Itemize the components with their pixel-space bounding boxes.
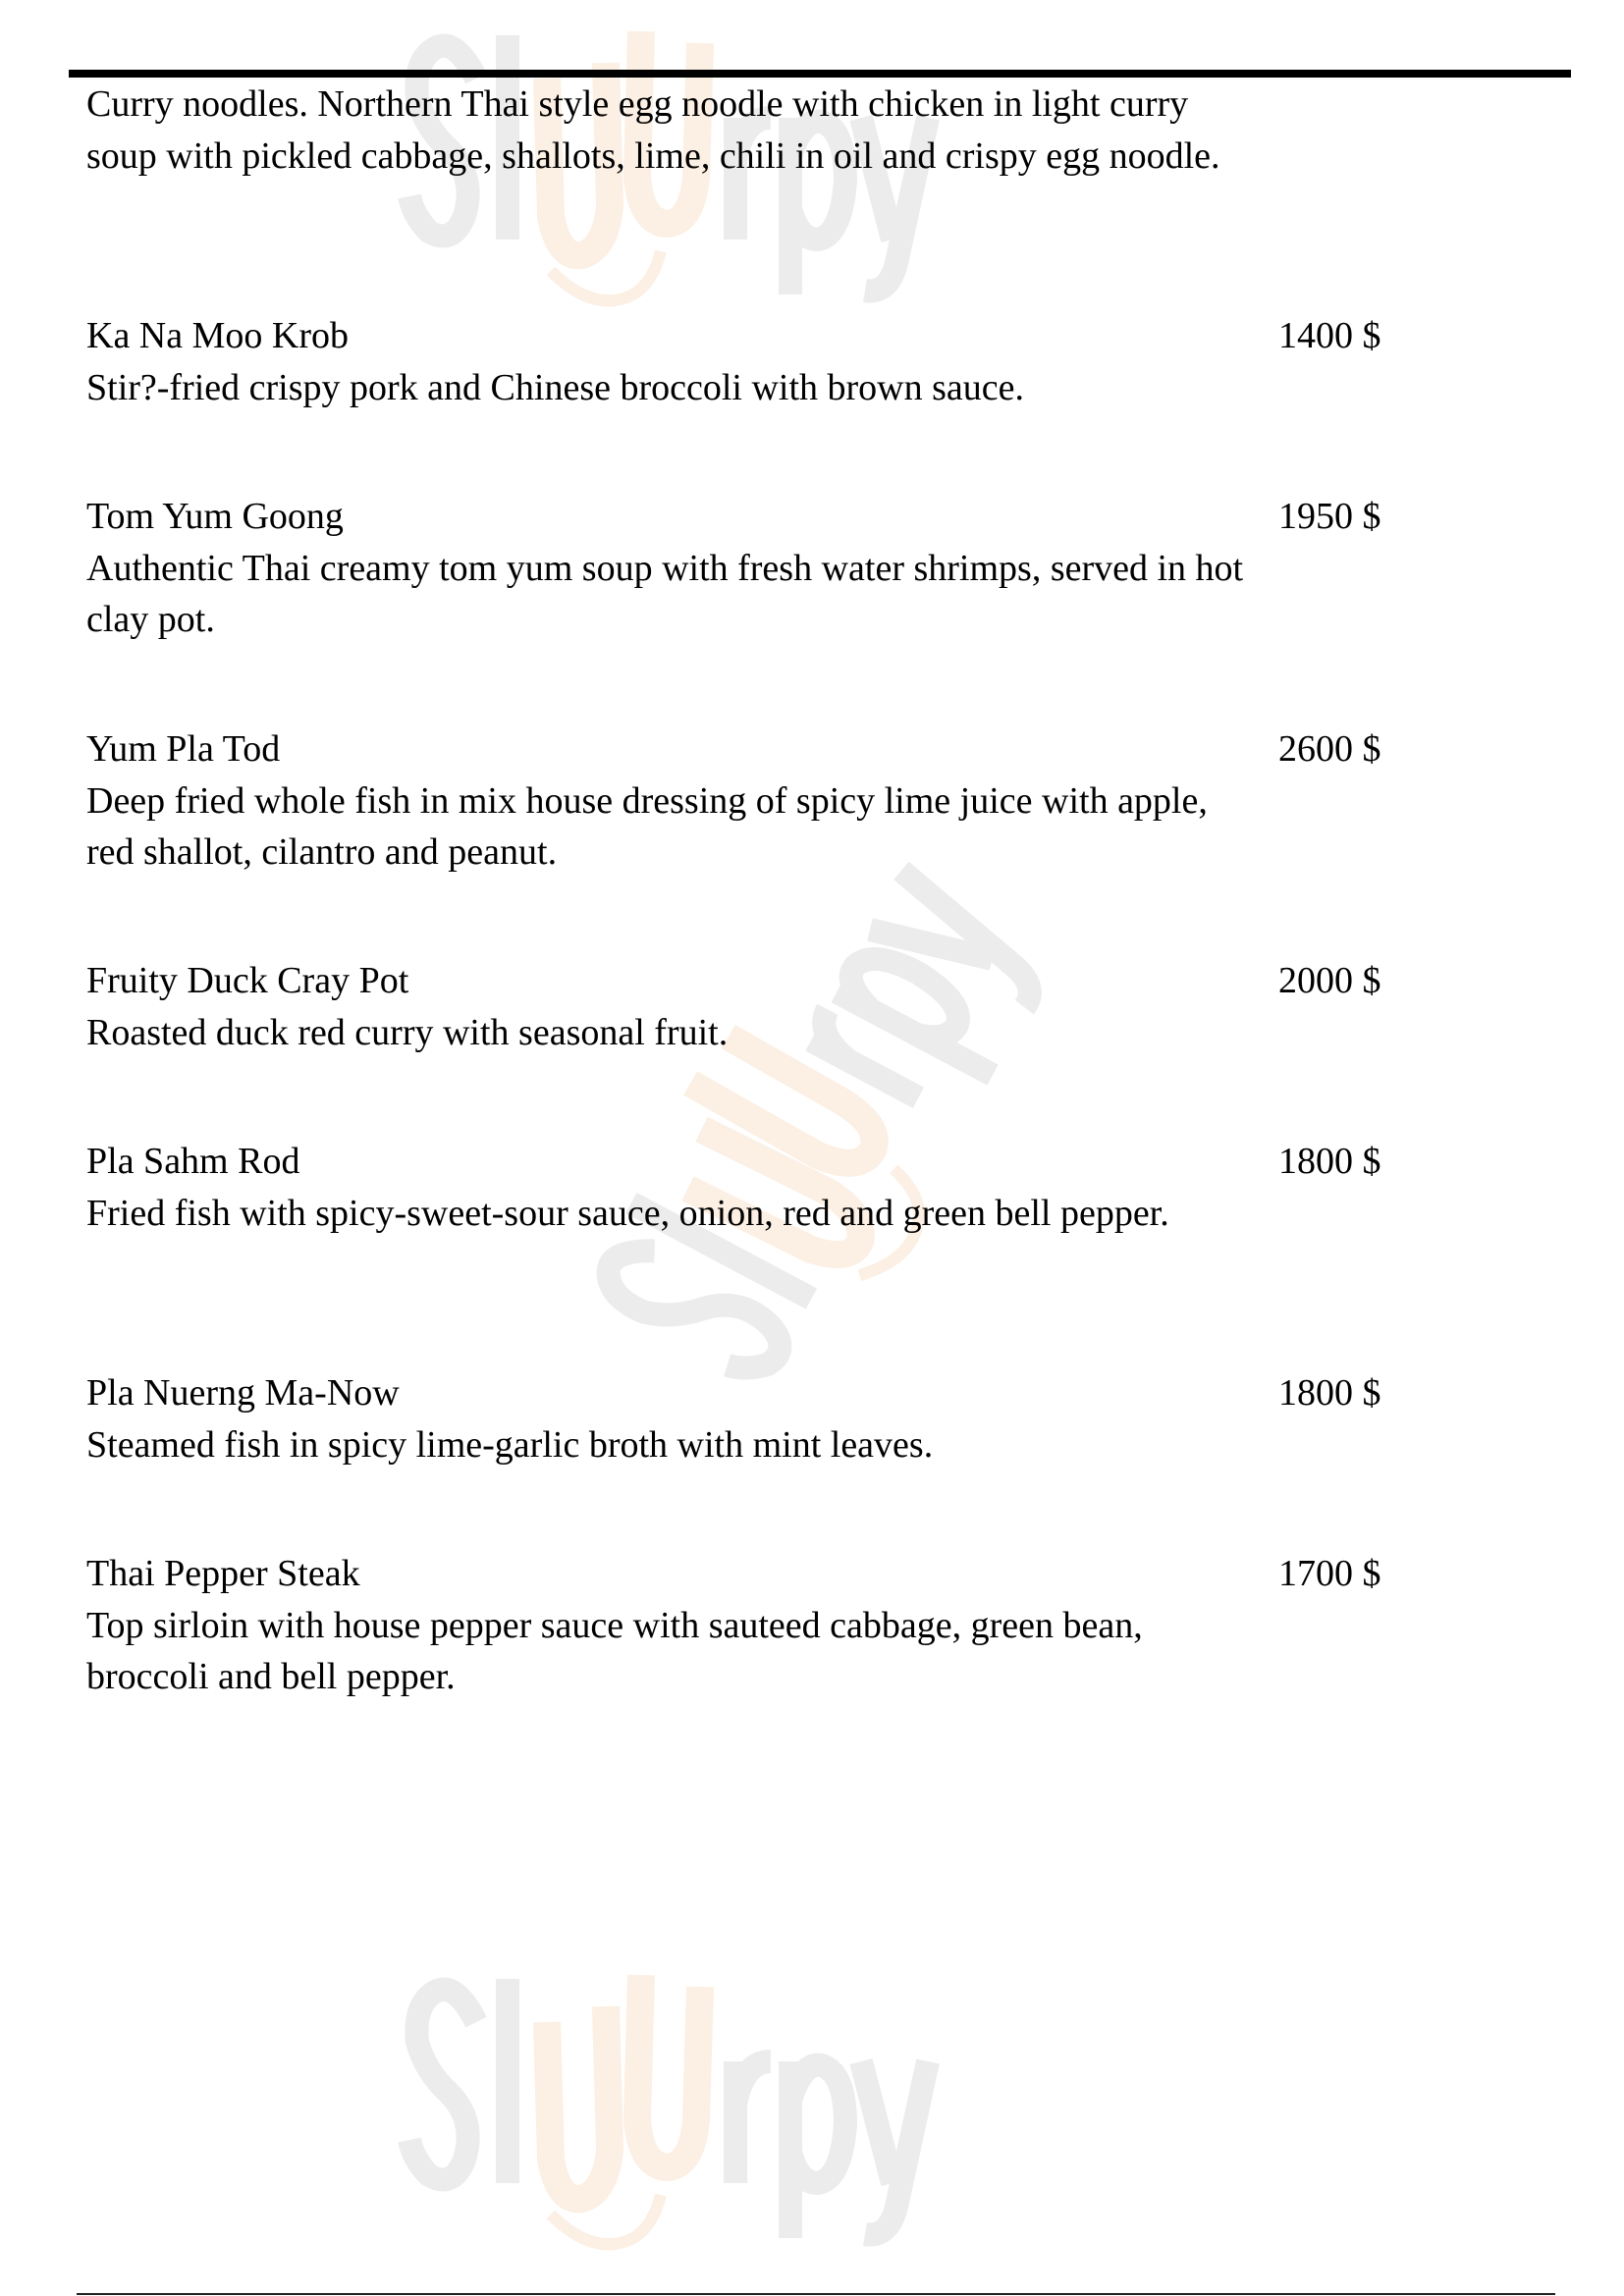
item-description: Authentic Thai creamy tom yum soup with fresh water shrimps, served in hot clay pot. bbox=[86, 547, 1244, 640]
menu-item bbox=[86, 1367, 1461, 1470]
item-description: Deep fried whole fish in mix house dressing of spicy lime juice with apple, red shallot, cilantro and peanut. bbox=[86, 779, 1208, 873]
item-name: Ka Na Moo Krob bbox=[86, 315, 350, 356]
item-name: Tom Yum Goong bbox=[86, 496, 344, 537]
bottom-rule bbox=[77, 2293, 1555, 2295]
item-price: 2000 $ bbox=[1278, 960, 1381, 1001]
menu-item bbox=[86, 723, 1461, 879]
item-description: Steamed fish in spicy lime-garlic broth with mint leaves. bbox=[86, 1423, 934, 1466]
menu-item bbox=[86, 1136, 1461, 1239]
item-price: 1800 $ bbox=[1278, 1141, 1381, 1182]
sluurpy-logo-icon bbox=[398, 1963, 947, 2258]
menu-item bbox=[86, 310, 1461, 413]
item-description: Fried fish with spicy-sweet-sour sauce, onion, red and green bell pepper. bbox=[86, 1192, 1169, 1234]
menu-item bbox=[86, 955, 1461, 1058]
item-name: Pla Nuerng Ma-Now bbox=[86, 1372, 400, 1414]
sluurpy-watermark-middle bbox=[566, 807, 1084, 1430]
item-description: Top sirloin with house pepper sauce with sauteed cabbage, green bean, broccoli and bell pepper. bbox=[86, 1604, 1143, 1697]
item-name: Yum Pla Tod bbox=[86, 728, 281, 770]
item-name: Thai Pepper Steak bbox=[86, 1553, 360, 1594]
intro-description: Curry noodles. Northern Thai style egg noodle with chicken in light curry soup with pickled cabbage, shallots, lime, chili in oil and crispy egg noodle. bbox=[86, 83, 1220, 177]
item-name: Fruity Duck Cray Pot bbox=[86, 960, 409, 1001]
sluurpy-watermark-bottom bbox=[398, 1963, 947, 2258]
item-description: Stir?-fried crispy pork and Chinese broccoli with brown sauce. bbox=[86, 366, 1025, 408]
item-price: 1950 $ bbox=[1278, 496, 1381, 537]
item-price: 2600 $ bbox=[1278, 728, 1381, 770]
item-price: 1700 $ bbox=[1278, 1553, 1381, 1594]
item-description: Roasted duck red curry with seasonal fruit. bbox=[86, 1011, 729, 1053]
top-rule bbox=[69, 70, 1571, 78]
menu-item bbox=[86, 491, 1461, 646]
menu-item bbox=[86, 1548, 1461, 1703]
sluurpy-logo-icon bbox=[566, 807, 1084, 1430]
item-name: Pla Sahm Rod bbox=[86, 1141, 300, 1182]
item-price: 1800 $ bbox=[1278, 1372, 1381, 1414]
item-price: 1400 $ bbox=[1278, 315, 1381, 356]
